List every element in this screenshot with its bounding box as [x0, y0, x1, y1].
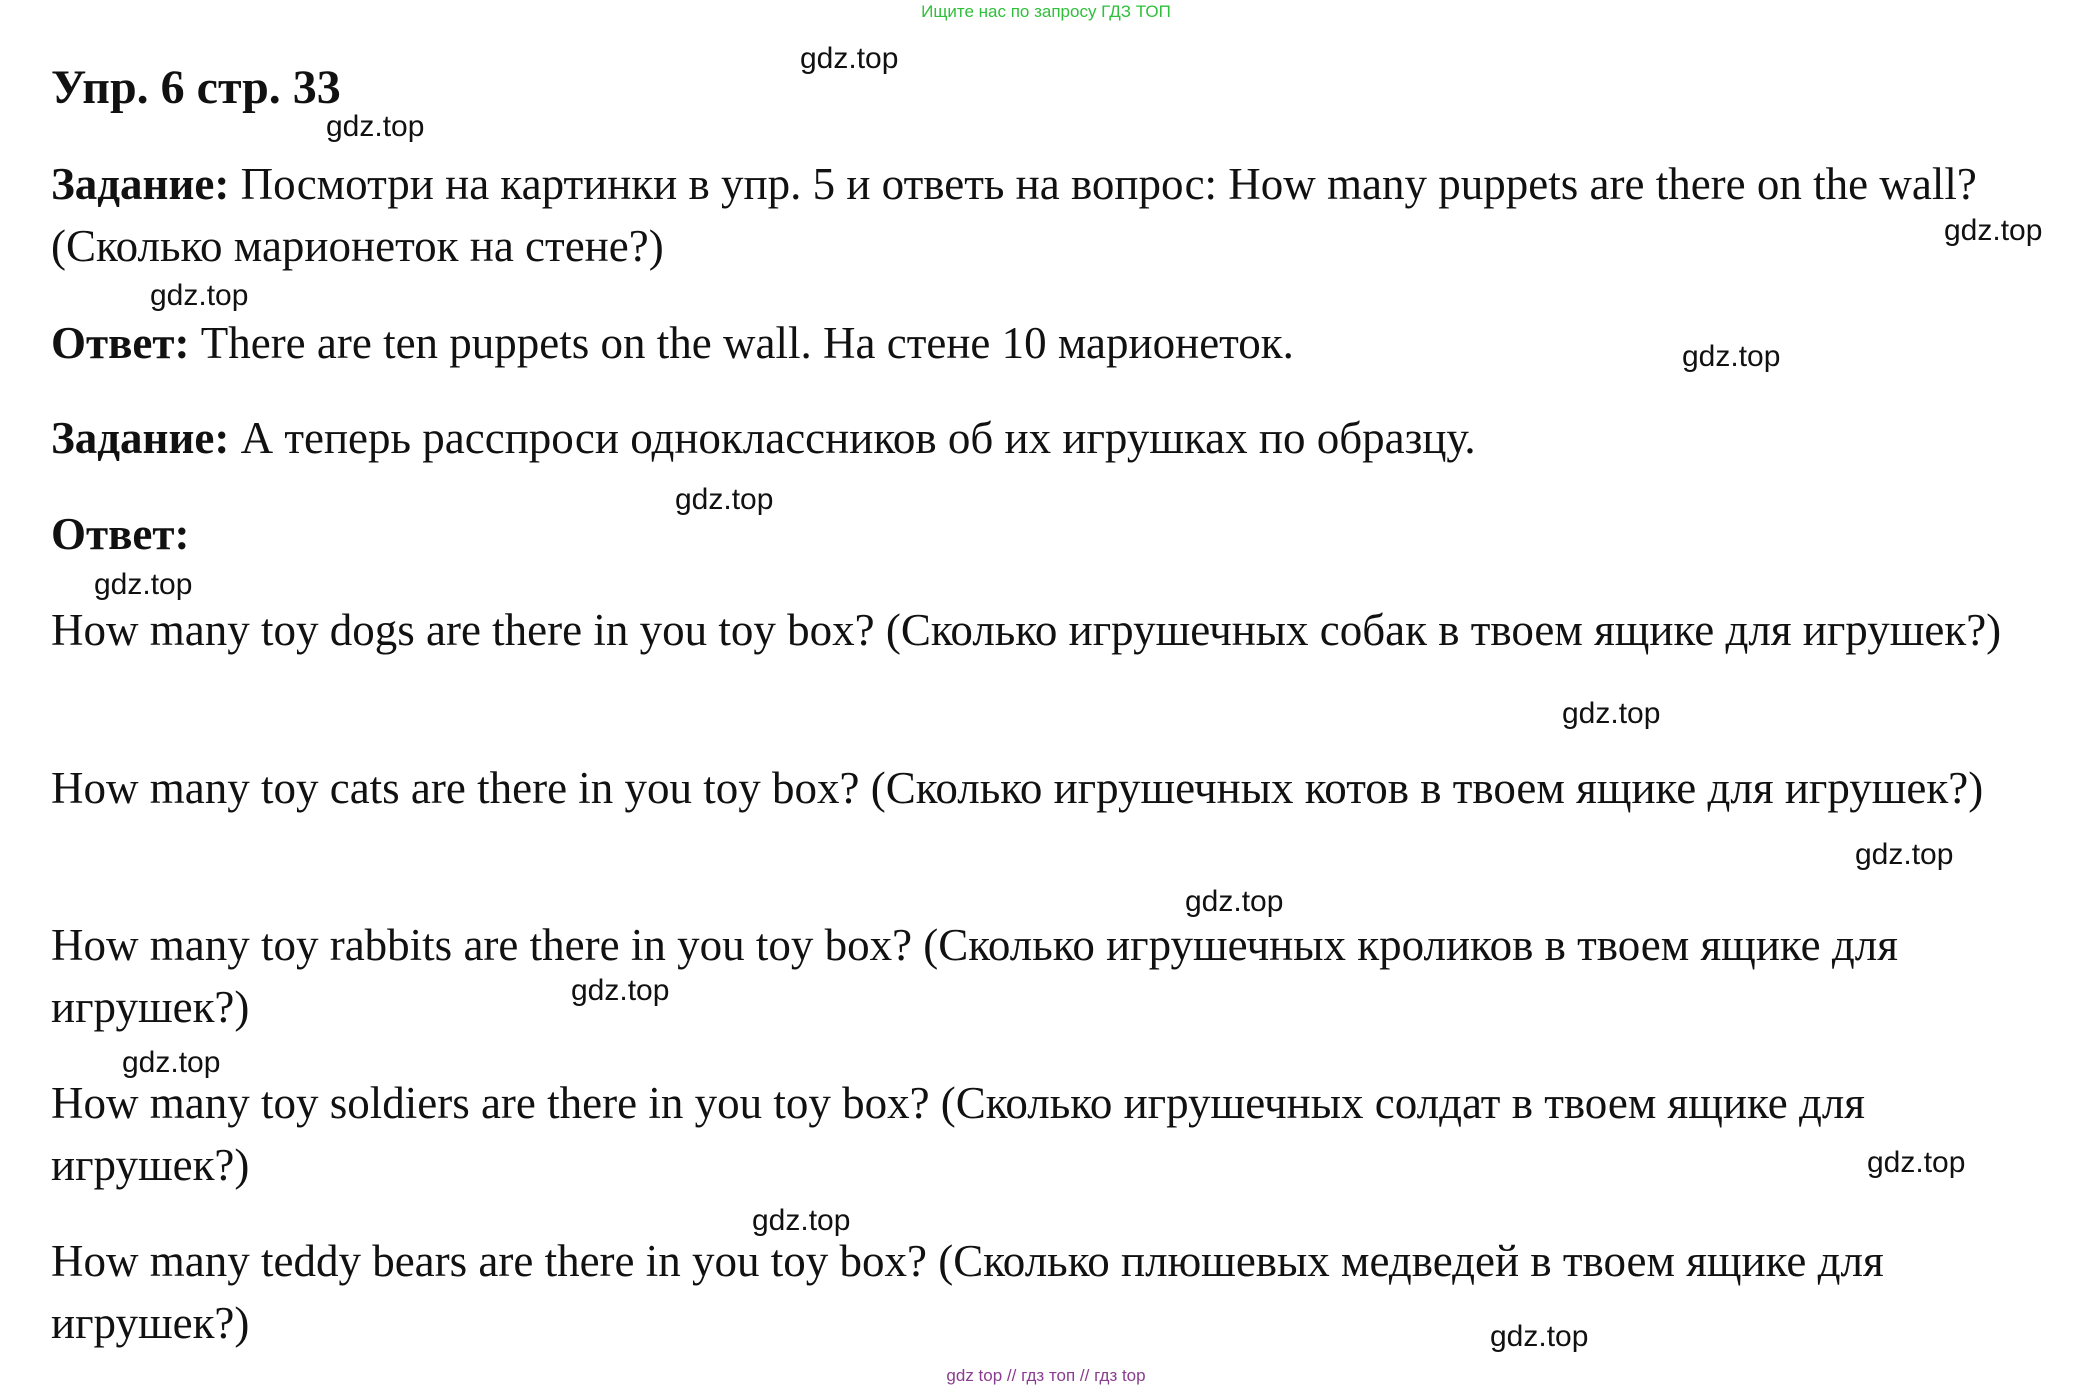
- question-4: How many toy soldiers are there in you toy box? (Сколько игрушечных солдат в твоем ящике для игрушек?): [51, 1078, 1865, 1190]
- watermark: gdz.top: [1867, 1146, 1966, 1179]
- watermark: gdz.top: [675, 483, 774, 516]
- watermark: gdz.top: [1562, 697, 1661, 730]
- watermark: gdz.top: [1855, 838, 1954, 871]
- watermark: gdz.top: [1944, 214, 2043, 247]
- watermark: gdz.top: [122, 1046, 221, 1079]
- question-2: How many toy cats are there in you toy box? (Сколько игрушечных котов в твоем ящике для игрушек?): [51, 763, 1984, 813]
- watermark: gdz.top: [150, 279, 249, 312]
- task-1-text: Посмотри на картинки в упр. 5 и ответь на вопрос: How many puppets are there on the wall? (Сколько марионеток на стене?): [51, 159, 1977, 271]
- task-2-text: А теперь расспроси одноклассников об их игрушках по образцу.: [229, 413, 1476, 463]
- watermark: gdz.top: [571, 974, 670, 1007]
- question-5: How many teddy bears are there in you toy box? (Сколько плюшевых медведей в твоем ящике для игрушек?): [51, 1236, 1884, 1348]
- header-banner: Ищите нас по запросу ГДЗ ТОП: [921, 2, 1171, 21]
- answer-2-label: Ответ:: [51, 509, 190, 559]
- watermark: gdz.top: [800, 42, 899, 75]
- footer-watermark: gdz top // гдз топ // гдз top: [946, 1366, 1146, 1385]
- watermark: gdz.top: [752, 1204, 851, 1237]
- watermark: gdz.top: [326, 110, 425, 143]
- task-1-label: Задание:: [51, 159, 230, 209]
- question-3: How many toy rabbits are there in you toy box? (Сколько игрушечных кроликов в твоем ящике для игрушек?): [51, 920, 1898, 1032]
- task-2-label: Задание:: [51, 413, 230, 463]
- watermark: gdz.top: [1185, 885, 1284, 918]
- task-2: [51, 407, 2041, 469]
- task-1: [51, 153, 2041, 277]
- page-title: Упр. 6 стр. 33: [51, 61, 341, 114]
- watermark: gdz.top: [1490, 1320, 1589, 1353]
- answer-1-text: There are ten puppets on the wall. На стене 10 марионеток.: [189, 318, 1294, 368]
- answer-1-label: Ответ:: [51, 318, 190, 368]
- watermark: gdz.top: [94, 568, 193, 601]
- watermark: gdz.top: [1682, 340, 1781, 373]
- question-1: How many toy dogs are there in you toy box? (Сколько игрушечных собак в твоем ящике для игрушек?): [51, 605, 2002, 655]
- answer-2: [51, 503, 2041, 565]
